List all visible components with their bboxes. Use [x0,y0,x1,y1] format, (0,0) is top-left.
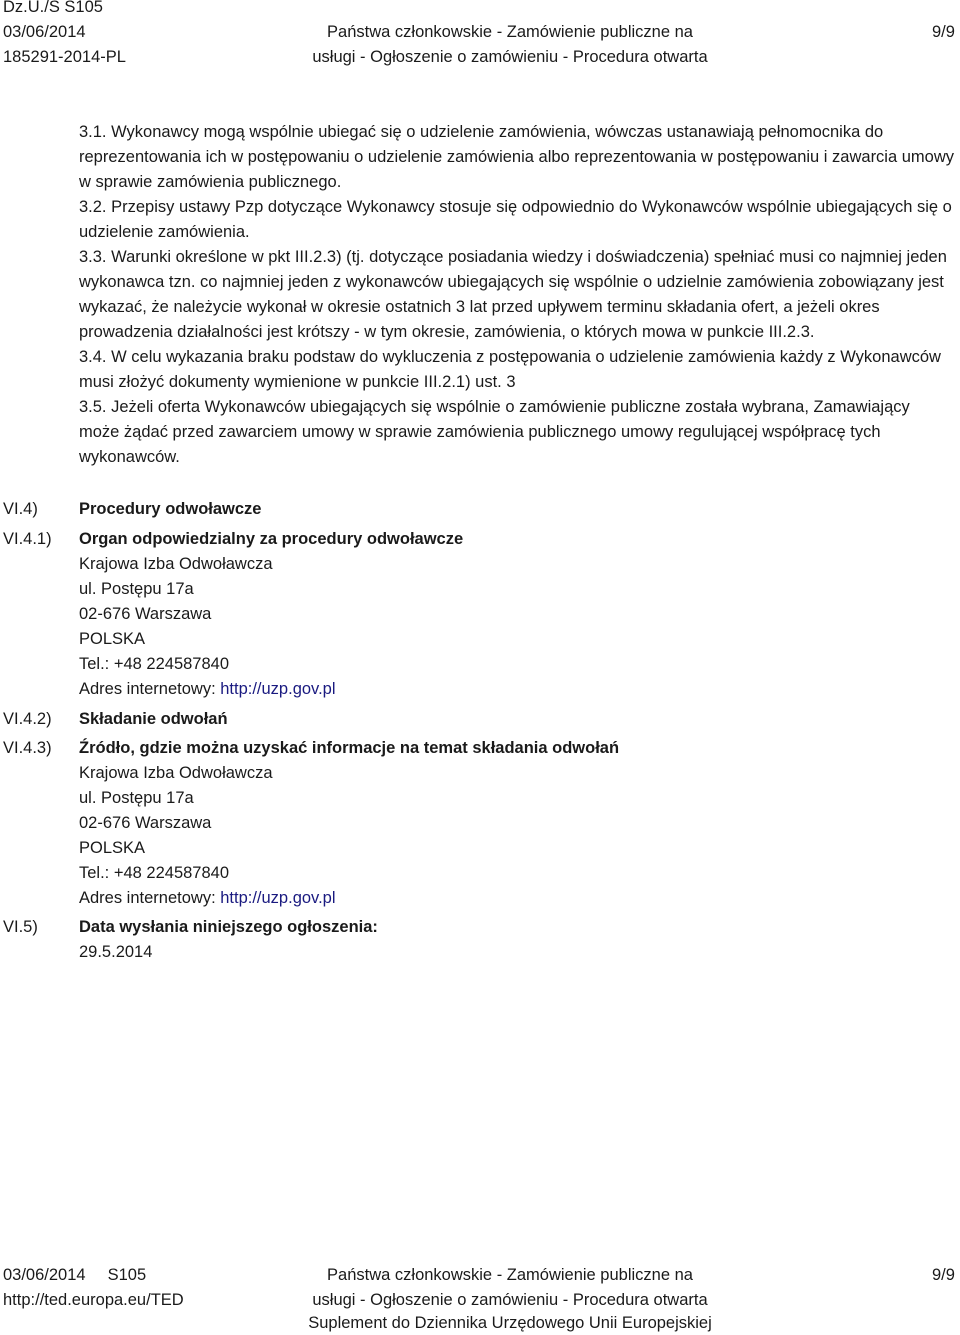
footer-url: http://ted.europa.eu/TED [3,1291,184,1309]
appeal-body-web-link[interactable]: http://uzp.gov.pl [220,680,336,698]
section-title-appeal-procedures: Procedury odwoławcze [79,500,262,518]
header-title-line1: Państwa członkowskie - Zamówienie publiczne na [327,23,693,41]
footer-date-issue [3,1263,146,1287]
section-number-vi4: VI.4) [3,500,38,518]
info-source-phone: Tel.: +48 224587840 [79,864,230,882]
info-source-org: Krajowa Izba Odwoławcza [79,764,273,782]
footer-title-line3: Suplement do Dziennika Urzędowego Unii Europejskiej [308,1314,712,1332]
section-title-dispatch-date: Data wysłania niniejszego ogłoszenia: [79,918,378,936]
paragraph-3-2: 3.2. Przepisy ustawy Pzp dotyczące Wykonawcy stosuje się odpowiednio do Wykonawców wspólnie ubiegających się o udzielenie zamówienia. [79,198,952,241]
header-journal: Dz.U./S S105 [3,0,103,16]
info-source-city: 02-676 Warszawa [79,814,212,832]
footer-page-number: 9/9 [932,1266,955,1284]
header-doc-id: 185291-2014-PL [3,48,126,66]
web-label: Adres internetowy: [79,889,221,907]
section-number-vi5: VI.5) [3,918,38,936]
appeal-body-phone: Tel.: +48 224587840 [79,655,230,673]
dispatch-date-value: 29.5.2014 [79,943,153,961]
paragraph-3-3: 3.3. Warunki określone w pkt III.2.3) (tj. dotyczące posiadania wiedzy i doświadczenia) spełniać musi co najmniej jeden wykonawca tzn. co najmniej jeden z wykonawców ubiegających się wspólnie o udzielnie zamówienia zobowiązany jest wykazać, że należycie wykonał w okresie ostatnich 3 lat przed upływem terminu składania ofert, a jeżeli okres prowadzenia działalności jest krótszy - w tym okresie, zamówienia, o których mowa w punkcie III.2.3. [79,248,947,341]
web-label: Adres internetowy: [79,680,221,698]
footer-title-line2: usługi - Ogłoszenie o zamówieniu - Procedura otwarta [312,1291,708,1309]
section-title-info-source: Źródło, gdzie można uzyskać informacje na temat składania odwołań [79,739,620,757]
paragraph-3-5: 3.5. Jeżeli oferta Wykonawców ubiegających się wspólnie o zamówienie publiczne została wybrana, Zamawiający może żądać przed zawarciem umowy w sprawie zamówienia publicznego umowy regulującej współpracę tych wykonawców. [79,398,910,466]
header-page-number: 9/9 [932,23,955,41]
footer-issue: S105 [107,1266,147,1284]
section-title-lodging-appeals: Składanie odwołań [79,710,228,728]
section-number-vi42: VI.4.2) [3,710,52,728]
appeal-body-web [79,677,336,702]
appeal-body-street: ul. Postępu 17a [79,580,194,598]
footer-date: 03/06/2014 [3,1266,86,1284]
footer-title-line1: Państwa członkowskie - Zamówienie publiczne na [327,1266,693,1284]
section-number-vi41: VI.4.1) [3,530,52,548]
paragraph-3-1: 3.1. Wykonawcy mogą wspólnie ubiegać się o udzielenie zamówienia, wówczas ustanawiają pełnomocnika do reprezentowania ich w postępowaniu o udzielenie zamówienia albo reprezentowania w postępowaniu i zawarcia umowy w sprawie zamówienia publicznego. [79,123,954,191]
info-source-web [79,886,336,911]
section-title-appeal-body: Organ odpowiedzialny za procedury odwoławcze [79,530,464,548]
section-number-vi43: VI.4.3) [3,739,52,757]
conditions-text [79,120,954,470]
appeal-body-country: POLSKA [79,630,146,648]
appeal-body-org: Krajowa Izba Odwoławcza [79,555,273,573]
appeal-body-city: 02-676 Warszawa [79,605,212,623]
info-source-web-link[interactable]: http://uzp.gov.pl [220,889,336,907]
paragraph-3-4: 3.4. W celu wykazania braku podstaw do wykluczenia z postępowania o udzielenie zamówienia każdy z Wykonawców musi złożyć dokumenty wymienione w punkcie III.2.1) ust. 3 [79,348,941,391]
info-source-country: POLSKA [79,839,146,857]
header-date: 03/06/2014 [3,23,86,41]
header-title-line2: usługi - Ogłoszenie o zamówieniu - Procedura otwarta [312,48,708,66]
info-source-street: ul. Postępu 17a [79,789,194,807]
